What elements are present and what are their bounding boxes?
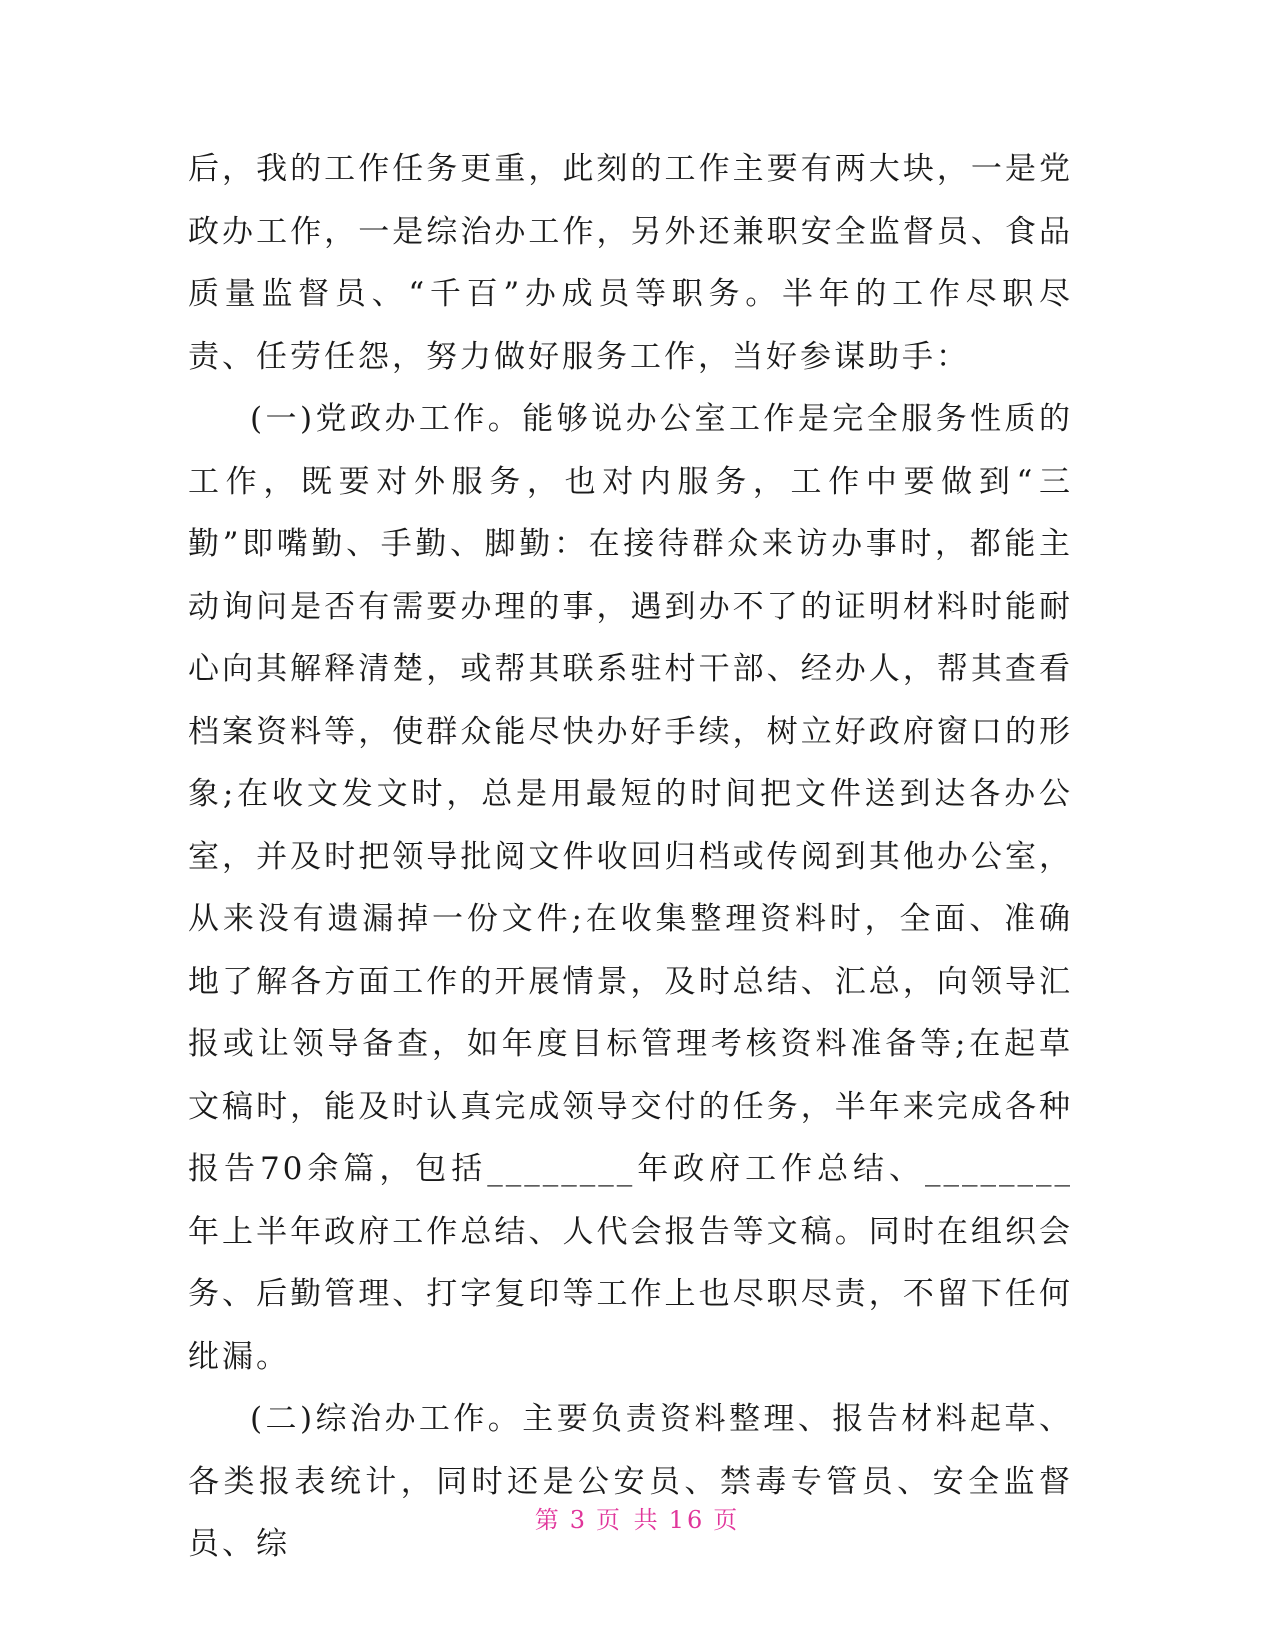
footer-label-prefix: 第: [534, 1506, 562, 1534]
document-body: [188, 138, 1073, 1576]
footer-label-middle: 页 共: [596, 1506, 661, 1534]
footer-current-page: 3: [569, 1506, 589, 1534]
page-footer: [0, 1500, 1275, 1535]
paragraph-intro: 后，我的工作任务更重，此刻的工作主要有两大块，一是党政办工作，一是综治办工作，另外还兼职安全监督员、食品质量监督员、“千百”办成员等职务。半年的工作尽职尽责、任劳任怨，努力做好服务工作，当好参谋助手：: [188, 151, 1073, 375]
paragraph-party-office: (一)党政办工作。能够说办公室工作是完全服务性质的工作，既要对外服务，也对内服务，工作中要做到“三勤”即嘴勤、手勤、脚勤：在接待群众来访办事时，都能主动询问是否有需要办理的事，遇到办不了的证明材料时能耐心向其解释清楚，或帮其联系驻村干部、经办人，帮其查看档案资料等，使群众能尽快办好手续，树立好政府窗口的形象;在收文发文时，总是用最短的时间把文件送到达各办公室，并及时把领导批阅文件收回归档或传阅到其他办公室，从来没有遗漏掉一份文件;在收集整理资料时，全面、准确地了解各方面工作的开展情景，及时总结、汇总，向领导汇报或让领导备查，如年度目标管理考核资料准备等;在起草文稿时，能及时认真完成领导交付的任务，半年来完成各种报告70余篇，包括________年政府工作总结、________年上半年政府工作总结、人代会报告等文稿。同时在组织会务、后勤管理、打字复印等工作上也尽职尽责，不留下任何纰漏。: [188, 401, 1073, 1375]
paragraph-comprehensive-office: (二)综治办工作。主要负责资料整理、报告材料起草、各类报表统计，同时还是公安员、禁毒专管员、安全监督员、综: [188, 1401, 1073, 1562]
footer-label-suffix: 页: [713, 1506, 741, 1534]
footer-total-pages: 16: [668, 1506, 706, 1534]
